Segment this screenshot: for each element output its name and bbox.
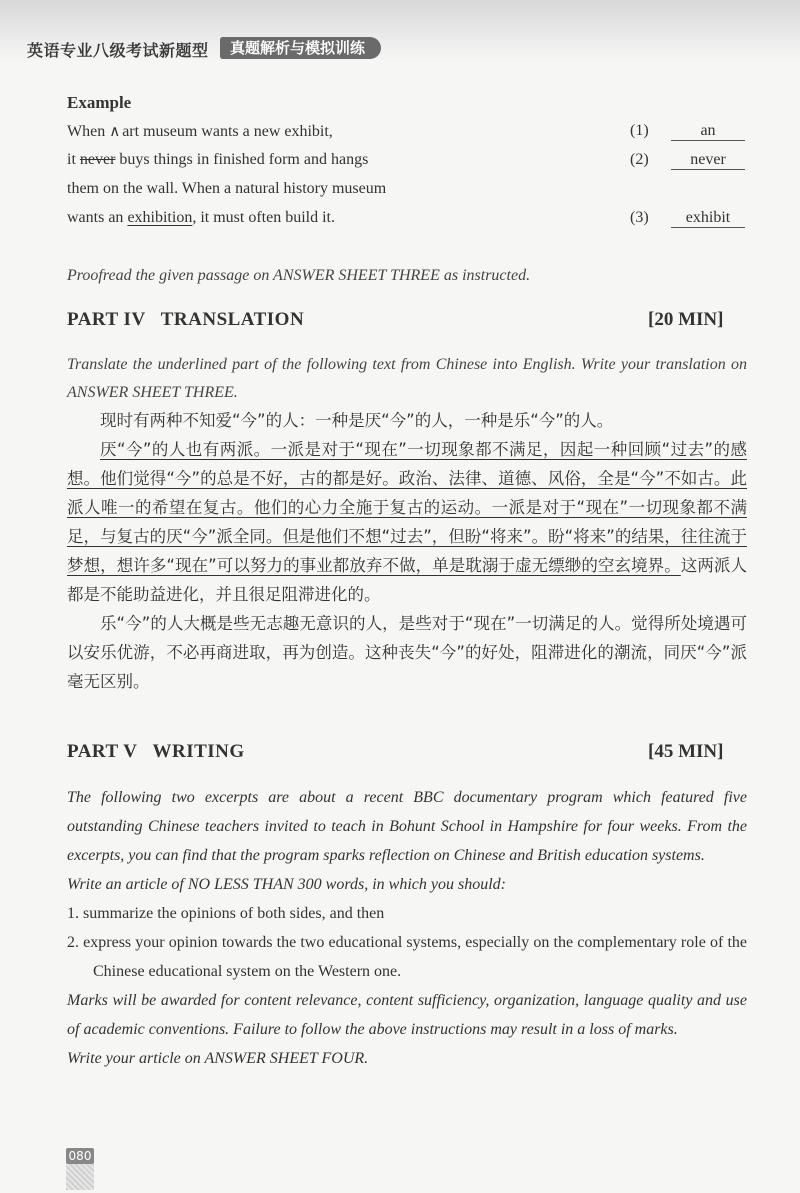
example-answer-1: an [671,122,745,141]
cn-paragraph-3: 乐“今”的人大概是些无志趣无意识的人，是些对于“现在”一切满足的人。觉得所处境遇可以安乐优游，不必再商进取，再为创造。这种丧失“今”的好处，阻滞进化的潮流，同厌“今”派毫无区别。 [67,614,747,691]
proofread-instruction: Proofread the given passage on ANSWER SHEET THREE as instructed. [67,267,531,284]
writing-answer-sheet: Write your article on ANSWER SHEET FOUR. [67,1050,369,1067]
cn-paragraph-2-rest: 这两派人都是不能助益进化，并且很足阻滞进化的。 [67,556,747,604]
example-line-1 [67,122,333,141]
example-num-2: (2) [630,151,649,168]
example-title: Example [67,93,132,112]
part5-heading: PART V WRITING [67,741,245,762]
example-answer-2: never [671,151,745,170]
page-number: 080 [66,1148,94,1164]
writing-marks: Marks will be awarded for content relevance, content sufficiency, organization, language quality and use of academic conventions. Failure to follow the above instructions may result in a loss of marks. [67,992,747,1038]
page-header [0,0,800,62]
writing-item-2: 2. express your opinion towards the two educational systems, especially on the complementary role of the Chinese educational system on the Western one. [67,934,747,980]
writing-task-line: Write an article of NO LESS THAN 300 words, in which you should: [67,876,506,893]
example-num-3: (3) [630,209,649,226]
example-line-3: them on the wall. When a natural history museum [67,180,387,197]
example-answer-3: exhibit [671,209,745,228]
writing-task [67,783,747,1073]
example-line-1-pre: When [67,123,110,140]
example-line-4-pre: wants an [67,209,128,226]
struck-word: never [79,151,116,168]
writing-item-1: 1. summarize the opinions of both sides, and then [67,905,385,922]
part5-time: [45 MIN] [648,741,724,762]
part4-instruction: Translate the underlined part of the following text from Chinese into English. Write your translation on ANSWER SHEET THREE. [67,356,747,401]
example-num-1: (1) [630,122,649,139]
part4-heading: PART IV TRANSLATION [67,309,305,330]
underlined-word: exhibition [127,209,193,226]
example-line-2-pre: it [67,151,80,168]
cn-paragraph-1: 现时有两种不知爱“今”的人：一种是厌“今”的人，一种是乐“今”的人。 [100,411,614,430]
underlined-translation-text: 厌“今”的人也有两派。一派是对于“现在”一切现象都不满足，因起一种回顾“过去”的感想。他们觉得“今”的总是不好，古的都是好。政治、法律、道德、风俗，全是“今”不如古。此派人唯一的希望在复古。他们的心力全施于复古的运动。一派是对于“现在”一切现象都不满足，与复古的厌“今”派全同。但是他们不想“过去”，但盼“将来”。盼“将来”的结果，往往流于梦想，想许多“现在”可以努力的事业都放弃不做，单是耽溺于虚无缥缈的空玄境界。 [67,440,747,575]
example-line-4 [67,209,335,227]
example-line-4-post: , it must often build it. [192,209,335,226]
section-pill: 真题解析与模拟训练 [220,37,381,59]
insert-caret-icon: ∧ [109,124,121,140]
cn-paragraph-2 [67,435,747,609]
part4-time: [20 MIN] [648,309,724,330]
writing-intro: The following two excerpts are about a recent BBC documentary program which featured five outstanding Chinese teachers invited to teach in Bohunt School in Hampshire for four weeks. From the excerpts, you can find that the program sparks reflection on Chinese and British education systems. [67,789,747,864]
chinese-passage [67,406,747,696]
example-line-1-post: art museum wants a new exhibit, [122,123,333,140]
book-title: 英语专业八级考试新题型 [27,41,209,60]
page-tab-decoration [66,1164,94,1190]
example-line-2 [67,151,368,169]
example-line-2-post: buys things in finished form and hangs [115,151,369,168]
